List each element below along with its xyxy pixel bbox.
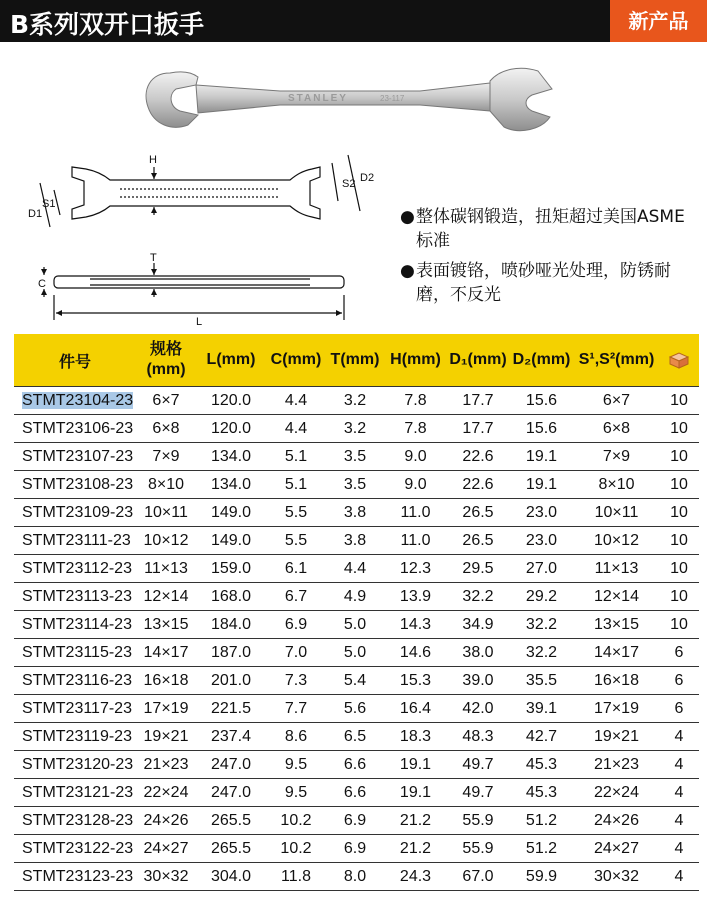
- cell-d1: 49.7: [447, 779, 509, 807]
- dim-label-c: C: [38, 278, 46, 290]
- cell-s: 11×13: [574, 555, 659, 583]
- cell-l: 201.0: [196, 667, 266, 695]
- cell-t: 6.9: [326, 835, 384, 863]
- cell-qty: 6: [659, 639, 699, 667]
- cell-c: 4.4: [266, 415, 326, 443]
- cell-qty: 4: [659, 723, 699, 751]
- cell-d1: 26.5: [447, 527, 509, 555]
- col-header-d1: D₁(mm): [447, 334, 509, 387]
- cell-c: 9.5: [266, 751, 326, 779]
- cell-qty: 10: [659, 415, 699, 443]
- cell-d1: 22.6: [447, 471, 509, 499]
- cell-t: 3.8: [326, 499, 384, 527]
- cell-model: STMT23108-23: [14, 471, 136, 499]
- cell-d1: 39.0: [447, 667, 509, 695]
- table-row: [14, 807, 699, 835]
- cell-d1: 22.6: [447, 443, 509, 471]
- cell-c: 11.8: [266, 863, 326, 891]
- cell-model: STMT23114-23: [14, 611, 136, 639]
- cell-h: 16.4: [384, 695, 447, 723]
- cell-model: STMT23123-23: [14, 863, 136, 891]
- cell-t: 3.2: [326, 387, 384, 415]
- cell-qty: 4: [659, 835, 699, 863]
- cell-d2: 29.2: [509, 583, 574, 611]
- cell-c: 5.5: [266, 527, 326, 555]
- cell-d2: 51.2: [509, 835, 574, 863]
- cell-c: 5.1: [266, 471, 326, 499]
- cell-c: 5.1: [266, 443, 326, 471]
- cell-d1: 17.7: [447, 415, 509, 443]
- cell-d1: 32.2: [447, 583, 509, 611]
- bullet-icon: ●: [400, 207, 415, 227]
- table-row: [14, 443, 699, 471]
- cell-d2: 32.2: [509, 639, 574, 667]
- dim-label-d1: D1: [28, 208, 43, 220]
- cell-h: 9.0: [384, 443, 447, 471]
- cell-size: 24×26: [136, 807, 196, 835]
- cell-model: STMT23113-23: [14, 583, 136, 611]
- table-row: [14, 555, 699, 583]
- cell-model: STMT23120-23: [14, 751, 136, 779]
- cell-size: 21×23: [136, 751, 196, 779]
- wrench-photo: [140, 55, 560, 140]
- cell-size: 12×14: [136, 583, 196, 611]
- table-row: [14, 863, 699, 891]
- cell-size: 17×19: [136, 695, 196, 723]
- cell-l: 168.0: [196, 583, 266, 611]
- cell-d2: 19.1: [509, 471, 574, 499]
- dimension-diagram: [20, 145, 400, 325]
- cell-h: 11.0: [384, 527, 447, 555]
- cell-d2: 23.0: [509, 527, 574, 555]
- cell-l: 159.0: [196, 555, 266, 583]
- cell-qty: 10: [659, 443, 699, 471]
- cell-model: STMT23128-23: [14, 807, 136, 835]
- cell-d2: 45.3: [509, 751, 574, 779]
- cell-qty: 10: [659, 555, 699, 583]
- table-header-row: [14, 334, 699, 387]
- cell-d1: 34.9: [447, 611, 509, 639]
- cell-l: 221.5: [196, 695, 266, 723]
- dim-label-s2: S2: [342, 178, 356, 190]
- cell-model: STMT23121-23: [14, 779, 136, 807]
- cell-l: 237.4: [196, 723, 266, 751]
- cell-t: 6.5: [326, 723, 384, 751]
- cell-d1: 17.7: [447, 387, 509, 415]
- dim-label-h: H: [149, 154, 157, 166]
- table-row: [14, 779, 699, 807]
- col-header-size: 规格 (mm): [136, 334, 196, 387]
- cell-t: 5.4: [326, 667, 384, 695]
- cell-size: 6×8: [136, 415, 196, 443]
- cell-t: 4.4: [326, 555, 384, 583]
- cell-qty: 4: [659, 863, 699, 891]
- table-row: [14, 835, 699, 863]
- table-row: [14, 387, 699, 415]
- cell-t: 4.9: [326, 583, 384, 611]
- cell-model: STMT23117-23: [14, 695, 136, 723]
- cell-l: 247.0: [196, 779, 266, 807]
- cell-l: 149.0: [196, 527, 266, 555]
- model-engraving: 23-117: [380, 94, 405, 103]
- cell-s: 6×8: [574, 415, 659, 443]
- cell-d2: 42.7: [509, 723, 574, 751]
- cell-d2: 15.6: [509, 415, 574, 443]
- cell-l: 265.5: [196, 835, 266, 863]
- cell-model: STMT23116-23: [14, 667, 136, 695]
- bullet-icon: ●: [400, 261, 415, 281]
- cell-qty: 6: [659, 695, 699, 723]
- cell-c: 8.6: [266, 723, 326, 751]
- cell-c: 10.2: [266, 807, 326, 835]
- cell-s: 7×9: [574, 443, 659, 471]
- feature-item: ● 表面镀铬，喷砂哑光处理，防锈耐磨，不反光: [400, 261, 671, 305]
- cell-c: 7.3: [266, 667, 326, 695]
- cell-l: 134.0: [196, 471, 266, 499]
- cell-c: 7.7: [266, 695, 326, 723]
- cell-size: 11×13: [136, 555, 196, 583]
- col-header-c: C(mm): [266, 334, 326, 387]
- cell-s: 16×18: [574, 667, 659, 695]
- cell-d2: 59.9: [509, 863, 574, 891]
- cell-s: 14×17: [574, 639, 659, 667]
- cell-l: 120.0: [196, 387, 266, 415]
- cell-h: 7.8: [384, 387, 447, 415]
- table-row: [14, 667, 699, 695]
- cell-l: 120.0: [196, 415, 266, 443]
- cell-qty: 10: [659, 527, 699, 555]
- cell-t: 3.5: [326, 443, 384, 471]
- page-title: B系列双开口扳手: [10, 10, 205, 39]
- cell-d2: 27.0: [509, 555, 574, 583]
- cell-t: 6.9: [326, 807, 384, 835]
- cell-model: STMT23112-23: [14, 555, 136, 583]
- cell-model: STMT23111-23: [14, 527, 136, 555]
- table-row: [14, 499, 699, 527]
- cell-l: 187.0: [196, 639, 266, 667]
- cell-qty: 4: [659, 807, 699, 835]
- cell-s: 13×15: [574, 611, 659, 639]
- cell-qty: 10: [659, 583, 699, 611]
- cell-s: 10×12: [574, 527, 659, 555]
- cell-qty: 10: [659, 611, 699, 639]
- new-product-badge: 新产品: [610, 0, 707, 42]
- cell-t: 3.8: [326, 527, 384, 555]
- cell-h: 15.3: [384, 667, 447, 695]
- cell-c: 6.1: [266, 555, 326, 583]
- cell-c: 6.7: [266, 583, 326, 611]
- col-header-s: S¹,S²(mm): [574, 334, 659, 387]
- cell-c: 9.5: [266, 779, 326, 807]
- cell-t: 3.2: [326, 415, 384, 443]
- cell-t: 5.0: [326, 611, 384, 639]
- cell-l: 184.0: [196, 611, 266, 639]
- cell-d2: 35.5: [509, 667, 574, 695]
- dim-label-d2: D2: [360, 172, 375, 184]
- cell-model: STMT23119-23: [14, 723, 136, 751]
- cell-d1: 55.9: [447, 807, 509, 835]
- dim-label-s1: S1: [42, 198, 56, 210]
- cell-c: 6.9: [266, 611, 326, 639]
- page-header: [0, 0, 707, 42]
- col-header-d2: D₂(mm): [509, 334, 574, 387]
- cell-c: 5.5: [266, 499, 326, 527]
- cell-l: 304.0: [196, 863, 266, 891]
- cell-d1: 48.3: [447, 723, 509, 751]
- cell-size: 13×15: [136, 611, 196, 639]
- cell-d2: 15.6: [509, 387, 574, 415]
- cell-d2: 51.2: [509, 807, 574, 835]
- cell-size: 16×18: [136, 667, 196, 695]
- col-header-l: L(mm): [196, 334, 266, 387]
- table-row: [14, 611, 699, 639]
- cell-model: STMT23109-23: [14, 499, 136, 527]
- table-row: [14, 695, 699, 723]
- cell-h: 12.3: [384, 555, 447, 583]
- cell-c: 4.4: [266, 387, 326, 415]
- cell-qty: 10: [659, 387, 699, 415]
- cell-t: 5.0: [326, 639, 384, 667]
- col-header-pack: [659, 334, 699, 387]
- table-row: [14, 471, 699, 499]
- feature-item: ● 整体碳钢锻造，扭矩超过美国ASME标准: [400, 207, 685, 251]
- cell-d1: 26.5: [447, 499, 509, 527]
- cell-size: 24×27: [136, 835, 196, 863]
- cell-qty: 4: [659, 779, 699, 807]
- cell-d1: 38.0: [447, 639, 509, 667]
- cell-size: 14×17: [136, 639, 196, 667]
- cell-c: 7.0: [266, 639, 326, 667]
- package-icon: [668, 351, 690, 369]
- cell-h: 9.0: [384, 471, 447, 499]
- cell-d1: 42.0: [447, 695, 509, 723]
- cell-qty: 4: [659, 751, 699, 779]
- table-row: [14, 583, 699, 611]
- cell-d1: 67.0: [447, 863, 509, 891]
- cell-l: 247.0: [196, 751, 266, 779]
- cell-h: 18.3: [384, 723, 447, 751]
- table-row: [14, 639, 699, 667]
- cell-s: 12×14: [574, 583, 659, 611]
- cell-l: 265.5: [196, 807, 266, 835]
- cell-model: STMT23122-23: [14, 835, 136, 863]
- cell-d2: 45.3: [509, 779, 574, 807]
- cell-size: 10×12: [136, 527, 196, 555]
- cell-s: 8×10: [574, 471, 659, 499]
- cell-h: 14.6: [384, 639, 447, 667]
- cell-size: 8×10: [136, 471, 196, 499]
- cell-size: 7×9: [136, 443, 196, 471]
- cell-qty: 10: [659, 471, 699, 499]
- dim-label-l: L: [196, 316, 203, 325]
- col-header-t: T(mm): [326, 334, 384, 387]
- spec-table: [14, 334, 699, 891]
- cell-c: 10.2: [266, 835, 326, 863]
- cell-size: 19×21: [136, 723, 196, 751]
- cell-model: STMT23106-23: [14, 415, 136, 443]
- feature-list: [400, 205, 700, 313]
- table-row: [14, 751, 699, 779]
- cell-s: 21×23: [574, 751, 659, 779]
- col-header-h: H(mm): [384, 334, 447, 387]
- cell-h: 24.3: [384, 863, 447, 891]
- cell-d2: 32.2: [509, 611, 574, 639]
- cell-d1: 29.5: [447, 555, 509, 583]
- cell-h: 19.1: [384, 751, 447, 779]
- table-row: [14, 723, 699, 751]
- dim-label-t: T: [150, 252, 157, 264]
- cell-s: 19×21: [574, 723, 659, 751]
- cell-s: 17×19: [574, 695, 659, 723]
- cell-d2: 23.0: [509, 499, 574, 527]
- brand-engraving: STANLEY: [288, 93, 348, 104]
- cell-qty: 10: [659, 499, 699, 527]
- cell-s: 10×11: [574, 499, 659, 527]
- cell-s: 30×32: [574, 863, 659, 891]
- cell-d2: 19.1: [509, 443, 574, 471]
- cell-d2: 39.1: [509, 695, 574, 723]
- cell-s: 24×26: [574, 807, 659, 835]
- table-row: [14, 527, 699, 555]
- col-header-model: 件号: [14, 334, 136, 387]
- cell-t: 3.5: [326, 471, 384, 499]
- cell-model: STMT23107-23: [14, 443, 136, 471]
- cell-size: 22×24: [136, 779, 196, 807]
- cell-s: 24×27: [574, 835, 659, 863]
- cell-size: 10×11: [136, 499, 196, 527]
- cell-l: 134.0: [196, 443, 266, 471]
- cell-h: 13.9: [384, 583, 447, 611]
- cell-h: 14.3: [384, 611, 447, 639]
- table-row: [14, 415, 699, 443]
- cell-h: 21.2: [384, 807, 447, 835]
- cell-h: 21.2: [384, 835, 447, 863]
- cell-size: 6×7: [136, 387, 196, 415]
- cell-model: STMT23104-23: [14, 387, 136, 415]
- cell-t: 6.6: [326, 779, 384, 807]
- cell-size: 30×32: [136, 863, 196, 891]
- cell-h: 11.0: [384, 499, 447, 527]
- cell-t: 5.6: [326, 695, 384, 723]
- cell-model: STMT23115-23: [14, 639, 136, 667]
- cell-t: 8.0: [326, 863, 384, 891]
- cell-h: 19.1: [384, 779, 447, 807]
- cell-d1: 49.7: [447, 751, 509, 779]
- cell-h: 7.8: [384, 415, 447, 443]
- cell-s: 22×24: [574, 779, 659, 807]
- cell-d1: 55.9: [447, 835, 509, 863]
- cell-s: 6×7: [574, 387, 659, 415]
- cell-l: 149.0: [196, 499, 266, 527]
- cell-qty: 6: [659, 667, 699, 695]
- cell-t: 6.6: [326, 751, 384, 779]
